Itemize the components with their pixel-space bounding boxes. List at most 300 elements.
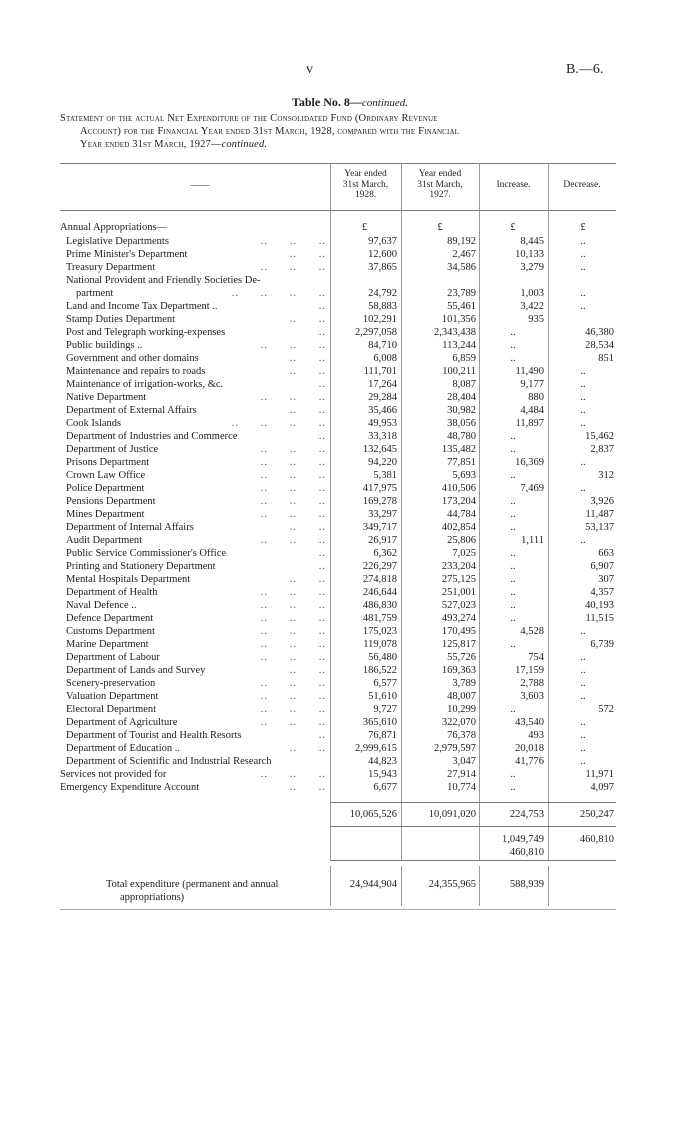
value-1927: 5,693 [452,470,476,481]
value-increase: .. [510,340,516,351]
table-row [60,261,616,274]
value-1928: 6,677 [373,782,397,793]
grand-total-column-rule-4 [548,866,549,906]
value-decrease: .. [580,288,586,299]
row-label: Department of Industries and Commerce [66,431,238,442]
value-1927: 55,726 [447,652,476,663]
value-1927: 2,343,438 [434,327,476,338]
value-increase: 20,018 [515,743,544,754]
row-leader-dots: .. .. .. [260,691,326,702]
value-decrease: .. [580,379,586,390]
grand-total-1928: 24,944,904 [349,879,397,890]
value-1928: 49,953 [368,418,397,429]
row-label: Department of Justice [66,444,159,455]
value-decrease: .. [580,535,586,546]
row-leader-dots: .. .. .. .. [231,288,326,299]
table-row [60,417,616,430]
subtotal-row-2 [60,846,616,859]
table-row [60,274,616,287]
value-increase: .. [510,561,516,572]
row-label: Public buildings .. [66,340,143,351]
row-leader-dots: .. .. .. [260,769,326,780]
value-1928: 76,871 [368,730,397,741]
value-decrease: .. [580,457,586,468]
row-label: Valuation Department [66,691,159,702]
value-increase: .. [510,639,516,650]
column-header-1928-line-2: 31st March, [342,179,389,190]
row-leader-dots: .. .. .. [260,509,326,520]
row-label: Department of Scientific and Industrial Research [66,756,272,767]
row-leader-dots: .. .. .. [260,626,326,637]
table-row [60,716,616,729]
value-1928: 94,220 [368,457,397,468]
value-1927: 322,070 [441,717,476,728]
row-leader-dots: .. .. .. [260,639,326,650]
row-label: Department of Internal Affairs [66,522,194,533]
value-decrease: .. [580,691,586,702]
row-label: Naval Defence .. [66,600,137,611]
row-leader-dots: .. [318,561,326,572]
row-label: Defence Department [66,613,154,624]
row-leader-dots: .. .. .. [260,496,326,507]
subtotal-row-1 [60,833,616,846]
row-label: Department of Education .. [66,743,181,754]
value-1928: 33,318 [368,431,397,442]
statement-heading [60,112,620,151]
column-header-1927-line-3: 1927. [429,190,451,200]
table-row [60,287,616,300]
value-1928: 132,645 [362,444,397,455]
table-row [60,560,616,573]
value-increase: .. [510,470,516,481]
table-row [60,573,616,586]
value-decrease: .. [580,366,586,377]
table-row [60,703,616,716]
value-1928: 24,792 [368,288,397,299]
statement-line-3-text: Year ended 31st March, 1927— [80,139,222,150]
row-leader-dots: .. .. [289,782,326,793]
row-label: Prime Minister's Department [66,249,188,260]
value-increase: .. [510,613,516,624]
value-increase: 9,177 [520,379,544,390]
table-row [60,365,616,378]
row-leader-dots: .. [318,327,326,338]
row-label: Maintenance of irrigation-works, &c. [66,379,224,390]
value-1927: 34,586 [447,262,476,273]
value-increase: 3,603 [520,691,544,702]
table-row [60,534,616,547]
value-1928: 29,284 [368,392,397,403]
table-row [60,495,616,508]
value-decrease: 11,515 [585,613,614,624]
subtotal-increase-b: 460,810 [509,847,544,858]
total-1928: 10,065,526 [349,809,397,820]
value-1927: 8,087 [452,379,476,390]
row-leader-dots: .. .. [289,574,326,585]
value-increase: .. [510,509,516,520]
row-leader-dots: .. .. .. [260,236,326,247]
value-1927: 6,859 [452,353,476,364]
value-1927: 89,192 [447,236,476,247]
value-decrease: 11,971 [585,769,614,780]
row-label: Marine Department [66,639,149,650]
row-label: Audit Department [66,535,143,546]
value-decrease: .. [580,730,586,741]
value-increase: 2,788 [520,678,544,689]
column-header-1928-line-3: 1928. [354,190,377,200]
row-label: Native Department [66,392,147,403]
value-1927: 76,378 [447,730,476,741]
row-label: Police Department [66,483,145,494]
value-increase: .. [510,431,516,442]
value-increase: .. [510,353,516,364]
table-row [60,430,616,443]
value-decrease: .. [580,262,586,273]
value-increase: 1,111 [521,535,544,546]
row-label: Customs Department [66,626,155,637]
currency-decrease: £ [580,222,586,233]
value-1927: 77,851 [447,457,476,468]
subtotal-decrease: 460,810 [579,834,614,845]
value-increase: 880 [528,392,544,403]
value-1928: 186,522 [362,665,397,676]
currency-1928: £ [361,222,368,233]
value-1928: 26,917 [368,535,397,546]
value-decrease: 15,462 [585,431,614,442]
value-decrease: 53,137 [585,522,614,533]
page-number: v [306,62,313,77]
value-1927: 251,001 [441,587,476,598]
row-leader-dots: .. [318,548,326,559]
row-label: Post and Telegraph working-expenses [66,327,226,338]
currency-1927: £ [437,222,443,233]
value-1928: 486,830 [362,600,397,611]
value-decrease: .. [580,743,586,754]
value-decrease: 28,534 [585,340,614,351]
value-1928: 56,480 [368,652,397,663]
value-1928: 51,610 [368,691,397,702]
row-leader-dots: .. .. .. [260,717,326,728]
value-increase: 3,279 [520,262,544,273]
row-leader-dots: .. .. .. [260,457,326,468]
value-decrease: .. [580,652,586,663]
value-1928: 12,600 [368,249,397,260]
value-decrease: .. [580,678,586,689]
value-1927: 2,979,597 [434,743,476,754]
row-leader-dots: .. .. .. [260,470,326,481]
value-1927: 402,854 [441,522,476,533]
value-decrease: 851 [598,353,614,364]
value-increase: 935 [528,314,544,325]
value-decrease: .. [580,301,586,312]
value-decrease: 663 [598,548,614,559]
row-leader-dots: .. .. .. [260,613,326,624]
value-1927: 28,404 [447,392,476,403]
value-1927: 101,356 [441,314,476,325]
grand-total-label-1: Total expenditure (permanent and annual [106,879,279,890]
table-row [60,781,616,794]
value-1928: 6,362 [373,548,397,559]
value-increase: 17,159 [515,665,544,676]
row-label: Electoral Department [66,704,157,715]
value-1927: 275,125 [441,574,476,585]
value-increase: 41,776 [515,756,544,767]
statement-line-3-suffix: continued. [221,139,268,150]
row-leader-dots: .. .. .. [260,587,326,598]
value-1927: 113,244 [442,340,476,351]
table-row [60,547,616,560]
table-title-suffix: continued. [361,97,409,109]
value-decrease: 2,837 [590,444,614,455]
total-increase: 224,753 [509,809,544,820]
row-label: Treasury Department [66,262,156,273]
table-header-rule [60,210,616,211]
row-leader-dots: .. .. .. [260,678,326,689]
statement-line-3 [60,138,620,151]
table-title-main: Table No. 8— [291,95,362,109]
table-row [60,755,616,768]
value-1928: 9,727 [373,704,397,715]
row-label: Services not provided for [60,769,167,780]
value-1928: 15,943 [368,769,397,780]
value-1928: 349,717 [362,522,397,533]
table-row [60,248,616,261]
total-decrease: 250,247 [579,809,614,820]
value-decrease: .. [580,626,586,637]
table-row [60,586,616,599]
table-row [60,300,616,313]
value-decrease: .. [580,756,586,767]
value-increase: 7,469 [520,483,544,494]
value-1927: 233,204 [441,561,476,572]
value-decrease: 572 [598,704,614,715]
table-row [60,482,616,495]
column-header-decrease: Decrease. [563,180,601,190]
grand-total-increase: 588,939 [509,879,544,890]
value-decrease: .. [580,665,586,676]
value-1928: 6,577 [373,678,397,689]
value-1927: 170,495 [441,626,476,637]
value-1928: 97,637 [368,236,397,247]
value-increase: .. [510,587,516,598]
table-row [60,352,616,365]
value-1927: 48,780 [447,431,476,442]
value-1927: 125,817 [441,639,476,650]
table-row [60,508,616,521]
row-leader-dots: .. .. [289,366,326,377]
value-1927: 3,047 [452,756,476,767]
table-row [60,768,616,781]
table-row [60,313,616,326]
table-row [60,443,616,456]
value-increase: 754 [528,652,544,663]
table-row [60,612,616,625]
value-1928: 6,008 [373,353,397,364]
value-increase: .. [510,782,516,793]
row-label: Public Service Commissioner's Office [66,548,227,559]
row-leader-dots: .. .. [289,665,326,676]
value-increase: 11,490 [515,366,544,377]
subtotal-rule [330,826,616,827]
row-label: Department of Tourist and Health Resorts [66,730,242,741]
table-row [60,677,616,690]
value-increase: 1,003 [520,288,544,299]
row-leader-dots: .. .. .. [260,483,326,494]
value-1927: 48,007 [447,691,476,702]
value-1927: 10,299 [447,704,476,715]
value-decrease: 46,380 [585,327,614,338]
table-row [60,326,616,339]
value-decrease: 312 [598,470,614,481]
table-row [60,521,616,534]
value-decrease: 40,193 [585,600,614,611]
row-leader-dots: .. .. .. [260,704,326,715]
row-label: Mental Hospitals Department [66,574,191,585]
value-1928: 417,975 [362,483,397,494]
value-1928: 274,818 [362,574,397,585]
value-1928: 17,264 [368,379,397,390]
value-1927: 100,211 [442,366,476,377]
value-decrease: .. [580,236,586,247]
value-increase: 4,484 [520,405,544,416]
value-1928: 102,291 [362,314,397,325]
currency-increase: £ [510,222,516,233]
value-1927: 169,363 [441,665,476,676]
value-increase: 43,540 [515,717,544,728]
value-1927: 410,506 [441,483,476,494]
table-row [60,651,616,664]
value-decrease: 11,487 [585,509,614,520]
row-leader-dots: .. .. [289,743,326,754]
table-row [60,378,616,391]
value-1928: 2,999,615 [355,743,397,754]
value-1928: 35,466 [368,405,397,416]
value-increase: .. [510,327,516,338]
value-1927: 3,789 [452,678,476,689]
row-label: Department of Lands and Survey [66,665,206,676]
row-label: Prisons Department [66,457,150,468]
row-label: partment [76,288,114,299]
value-1927: 493,274 [441,613,476,624]
row-leader-dots: .. [318,730,326,741]
table-row [60,404,616,417]
value-1928: 365,610 [362,717,397,728]
value-decrease: .. [580,717,586,728]
value-1928: 33,297 [368,509,397,520]
value-1928: 169,278 [362,496,397,507]
value-decrease: .. [580,405,586,416]
value-decrease: .. [580,483,586,494]
section-heading: Annual Appropriations— [60,222,168,233]
row-leader-dots: .. .. .. [260,262,326,273]
label-column-header: —— [190,181,210,191]
value-1927: 2,467 [452,249,476,260]
row-label: Maintenance and repairs to roads [66,366,206,377]
value-increase: .. [510,600,516,611]
row-label: Legislative Departments [66,236,169,247]
row-leader-dots: .. .. .. [260,392,326,403]
value-increase: 3,422 [520,301,544,312]
value-1928: 226,297 [362,561,397,572]
row-leader-dots: .. .. .. [260,340,326,351]
value-decrease: 3,926 [590,496,614,507]
table-row [60,729,616,742]
value-1927: 55,461 [447,301,476,312]
row-leader-dots: .. .. .. [260,652,326,663]
table-row [60,391,616,404]
value-increase: 11,897 [515,418,544,429]
row-leader-dots: .. .. .. [260,444,326,455]
value-1928: 58,883 [368,301,397,312]
section-heading-row [60,221,616,234]
value-1928: 119,078 [363,639,397,650]
grand-total-column-rule-1 [330,866,331,906]
value-increase: .. [510,704,516,715]
table-row [60,456,616,469]
row-label: Emergency Expenditure Account [60,782,200,793]
value-1927: 44,784 [447,509,476,520]
row-leader-dots: .. .. [289,249,326,260]
value-decrease: .. [580,392,586,403]
statement-line-1: Statement of the actual Net Expenditure of the Consolidated Fund (Ordinary Revenue [60,113,438,124]
row-leader-dots: .. .. .. .. [231,418,326,429]
grand-total-row [60,878,616,891]
row-label: Scenery-preservation [66,678,156,689]
row-label: Department of Health [66,587,158,598]
row-leader-dots: .. .. [289,405,326,416]
column-header-1927 [401,169,479,201]
column-header-1927-line-1: Year ended [418,169,462,179]
value-1927: 135,482 [441,444,476,455]
value-1927: 23,789 [447,288,476,299]
column-header-1928-line-1: Year ended [344,169,387,179]
row-label: Government and other domains [66,353,199,364]
value-decrease: 6,907 [590,561,614,572]
column-header-1928 [330,169,401,201]
table-row [60,599,616,612]
value-1927: 173,204 [441,496,476,507]
table-row [60,638,616,651]
table-row [60,339,616,352]
column-header-increase: Increase. [496,180,531,190]
value-1927: 38,056 [447,418,476,429]
row-label: Department of Agriculture [66,717,178,728]
value-1928: 84,710 [368,340,397,351]
table-title [0,95,700,110]
value-increase: 4,528 [520,626,544,637]
value-1927: 27,914 [447,769,476,780]
value-increase: .. [510,444,516,455]
value-increase: .. [510,574,516,585]
value-decrease: 4,097 [590,782,614,793]
value-increase: 16,369 [515,457,544,468]
value-1928: 111,701 [363,366,397,377]
value-increase: .. [510,769,516,780]
grand-total-column-rule-3 [479,866,480,906]
table-row [60,742,616,755]
value-1927: 30,982 [447,405,476,416]
value-decrease: .. [580,418,586,429]
value-increase: .. [510,548,516,559]
row-leader-dots: .. .. .. [260,600,326,611]
row-label: Pensions Department [66,496,156,507]
table-row [60,664,616,677]
row-leader-dots: .. .. .. [260,535,326,546]
row-leader-dots: .. .. [289,353,326,364]
value-1927: 527,023 [441,600,476,611]
grand-total-column-rule-2 [401,866,402,906]
row-leader-dots: .. [318,431,326,442]
